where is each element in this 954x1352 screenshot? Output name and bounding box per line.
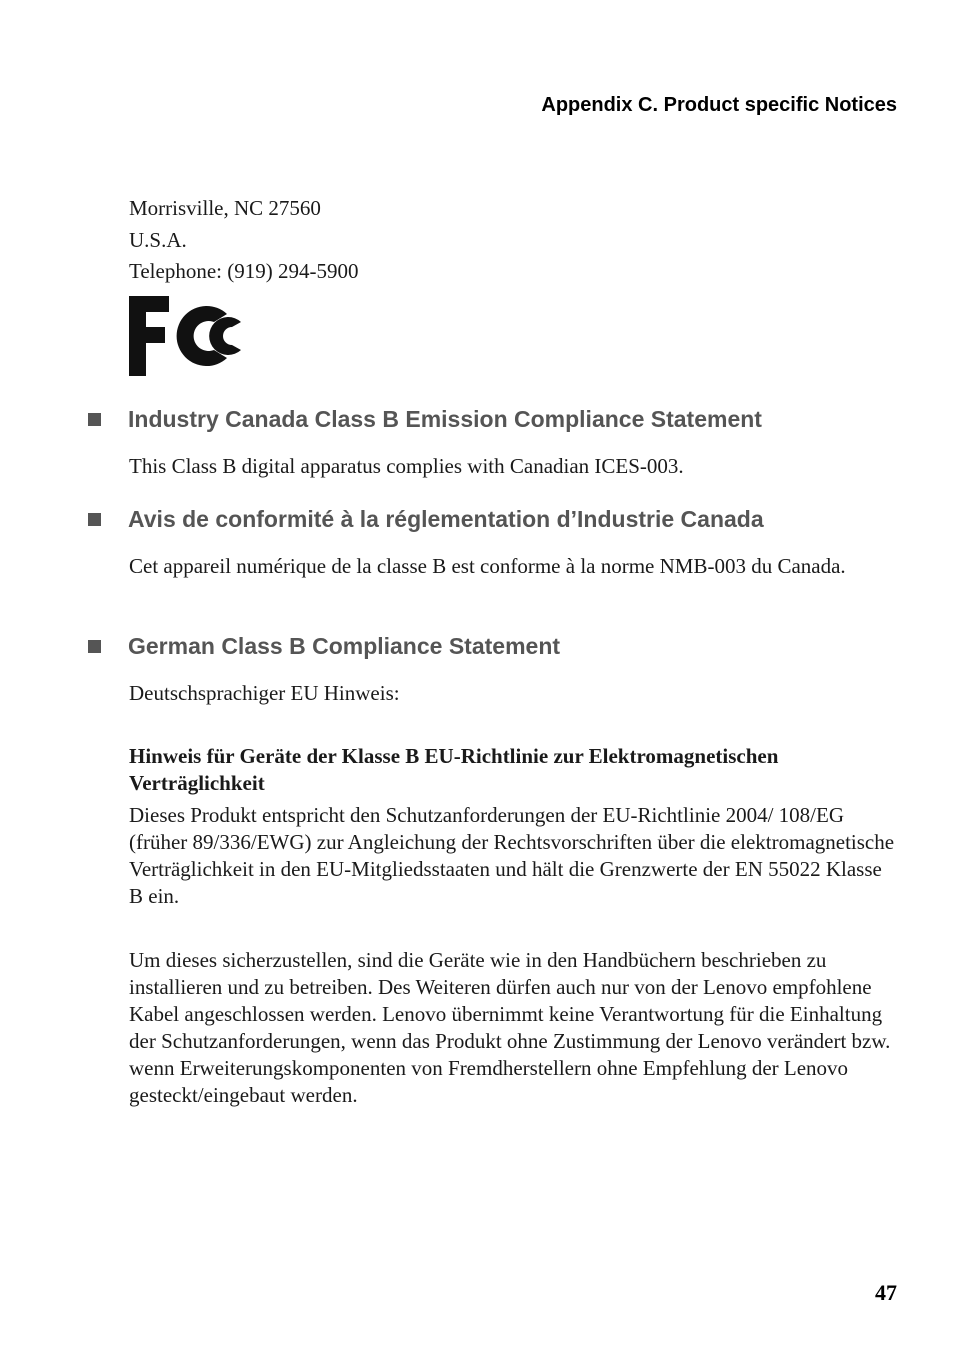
address-line-telephone: Telephone: (919) 294-5900 bbox=[129, 259, 359, 283]
section-heading-industry-canada bbox=[88, 406, 762, 433]
german-emv-paragraph-2: Um dieses sicherzustellen, sind die Geräte wie in den Handbüchern beschrieben zu installieren und zu betreiben. Des Weiteren dürfen auch nur von der Lenovo empfohlene Kabel angeschlossen werden. Lenovo übernimmt keine Verantwortung für die Einhaltung der Schutzanforderungen, wenn das Produkt ohne Zustimmung der Lenovo verändert bzw. wenn Erweiterungskomponenten von Fremdherstellern ohne Empfehlung der Lenovo gesteckt/eingebaut werden. bbox=[129, 948, 891, 1107]
section-heading-text: German Class B Compliance Statement bbox=[128, 633, 561, 659]
running-header-title: Appendix C. Product specific Notices bbox=[541, 94, 897, 116]
fcc-logo-icon bbox=[129, 296, 241, 376]
address-line-country: U.S.A. bbox=[129, 227, 187, 252]
section-heading-avis-conformite bbox=[88, 506, 764, 533]
square-bullet-icon bbox=[88, 640, 101, 653]
industry-canada-statement: This Class B digital apparatus complies with Canadian ICES-003. bbox=[129, 454, 684, 478]
square-bullet-icon bbox=[88, 513, 101, 526]
section-heading-text: Industry Canada Class B Emission Compliance Statement bbox=[128, 406, 762, 432]
german-eu-notice-label: Deutschsprachiger EU Hinweis: bbox=[129, 681, 400, 705]
german-emv-subheading: Hinweis für Geräte der Klasse B EU-Richtlinie zur Elektromagnetischen Verträglichkeit bbox=[129, 744, 779, 795]
section-heading-german-class-b bbox=[88, 633, 560, 660]
german-emv-paragraph-1: Dieses Produkt entspricht den Schutzanforderungen der EU-Richtlinie 2004/ 108/EG (früher 89/336/EWG) zur Angleichung der Rechtsvorschriften über die elektromagnetische Verträglichkeit in den EU-Mitgliedsstaaten und hält die Grenzwerte der EN 55022 Klasse B ein. bbox=[129, 803, 895, 908]
section-heading-text: Avis de conformité à la réglementation d’Industrie Canada bbox=[128, 506, 764, 532]
square-bullet-icon bbox=[88, 413, 101, 426]
address-line-city: Morrisville, NC 27560 bbox=[129, 196, 321, 220]
address-block bbox=[129, 193, 358, 288]
page-number: 47 bbox=[875, 1280, 897, 1305]
avis-conformite-statement: Cet appareil numérique de la classe B est conforme à la norme NMB-003 du Canada. bbox=[129, 554, 846, 578]
